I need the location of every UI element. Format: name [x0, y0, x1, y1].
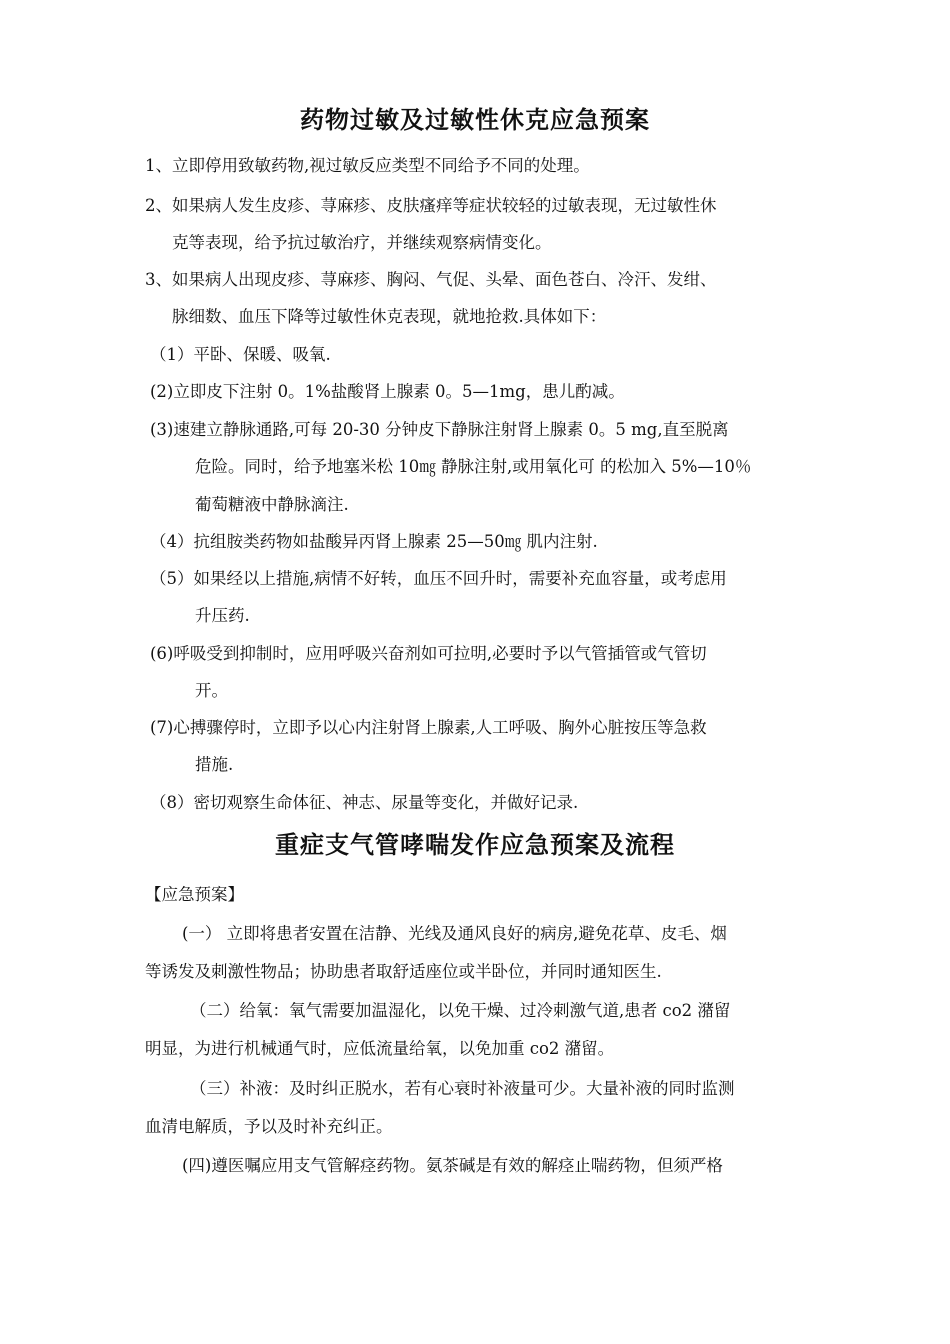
paragraph-1-cont: 等诱发及刺激性物品；协助患者取舒适座位或半卧位，并同时通知医生.: [145, 962, 662, 981]
step-8: （8）密切观察生命体征、神志、尿量等变化，并做好记录.: [150, 793, 579, 812]
step-3-cont: 危险。同时，给予地塞米松 10㎎ 静脉注射,或用氧化可 的松加入 5%—10％: [195, 457, 752, 476]
step-6-cont: 开。: [195, 681, 228, 700]
list-item-2-cont: 克等表现，给予抗过敏治疗，并继续观察病情变化。: [172, 233, 552, 252]
step-1: （1）平卧、保暖、吸氧.: [150, 345, 331, 364]
document-title-allergy: 药物过敏及过敏性休克应急预案: [300, 106, 650, 134]
paragraph-4: (四)遵医嘱应用支气管解痉药物。氨茶碱是有效的解痉止喘药物，但须严格: [182, 1156, 723, 1175]
step-7-cont: 措施.: [195, 755, 234, 774]
step-5-cont: 升压药.: [195, 606, 250, 625]
list-item-3-cont: 脉细数、血压下降等过敏性休克表现，就地抢救.具体如下：: [172, 307, 607, 326]
paragraph-2: （二）给氧：氧气需要加温湿化，以免干燥、过冷刺激气道,患者 co2 潴留: [190, 1001, 731, 1020]
paragraph-3: （三）补液：及时纠正脱水，若有心衰时补液量可少。大量补液的同时监测: [190, 1079, 735, 1098]
section-heading: 【应急预案】: [145, 885, 244, 904]
document-title-asthma: 重症支气管哮喘发作应急预案及流程: [275, 831, 675, 859]
paragraph-3-cont: 血清电解质，予以及时补充纠正。: [145, 1117, 393, 1136]
list-item-1: 1、立即停用致敏药物,视过敏反应类型不同给予不同的处理。: [145, 156, 590, 175]
step-6: (6)呼吸受到抑制时，应用呼吸兴奋剂如可拉明,必要时予以气管插管或气管切: [150, 644, 707, 663]
step-4: （4）抗组胺类药物如盐酸异丙肾上腺素 25—50㎎ 肌内注射.: [150, 532, 598, 551]
step-5: （5）如果经以上措施,病情不好转，血压不回升时，需要补充血容量，或考虑用: [150, 569, 727, 588]
list-item-3: 3、如果病人出现皮疹、荨麻疹、胸闷、气促、头晕、面色苍白、冷汗、发绀、: [145, 270, 717, 289]
paragraph-2-cont: 明显，为进行机械通气时，应低流量给氧，以免加重 co2 潴留。: [145, 1039, 615, 1058]
paragraph-1: (一） 立即将患者安置在洁静、光线及通风良好的病房,避免花草、皮毛、烟: [182, 924, 727, 943]
step-2: (2)立即皮下注射 0。1%盐酸肾上腺素 0。5—1mg，患儿酌减。: [150, 382, 625, 401]
step-3-cont-2: 葡萄糖液中静脉滴注.: [195, 495, 349, 514]
list-item-2: 2、如果病人发生皮疹、荨麻疹、皮肤瘙痒等症状较轻的过敏表现，无过敏性休: [145, 196, 717, 215]
step-3: (3)速建立静脉通路,可每 20-30 分钟皮下静脉注射肾上腺素 0。5 mg,直至脱离: [150, 420, 729, 439]
step-7: (7)心搏骤停时，立即予以心内注射肾上腺素,人工呼吸、胸外心脏按压等急救: [150, 718, 707, 737]
